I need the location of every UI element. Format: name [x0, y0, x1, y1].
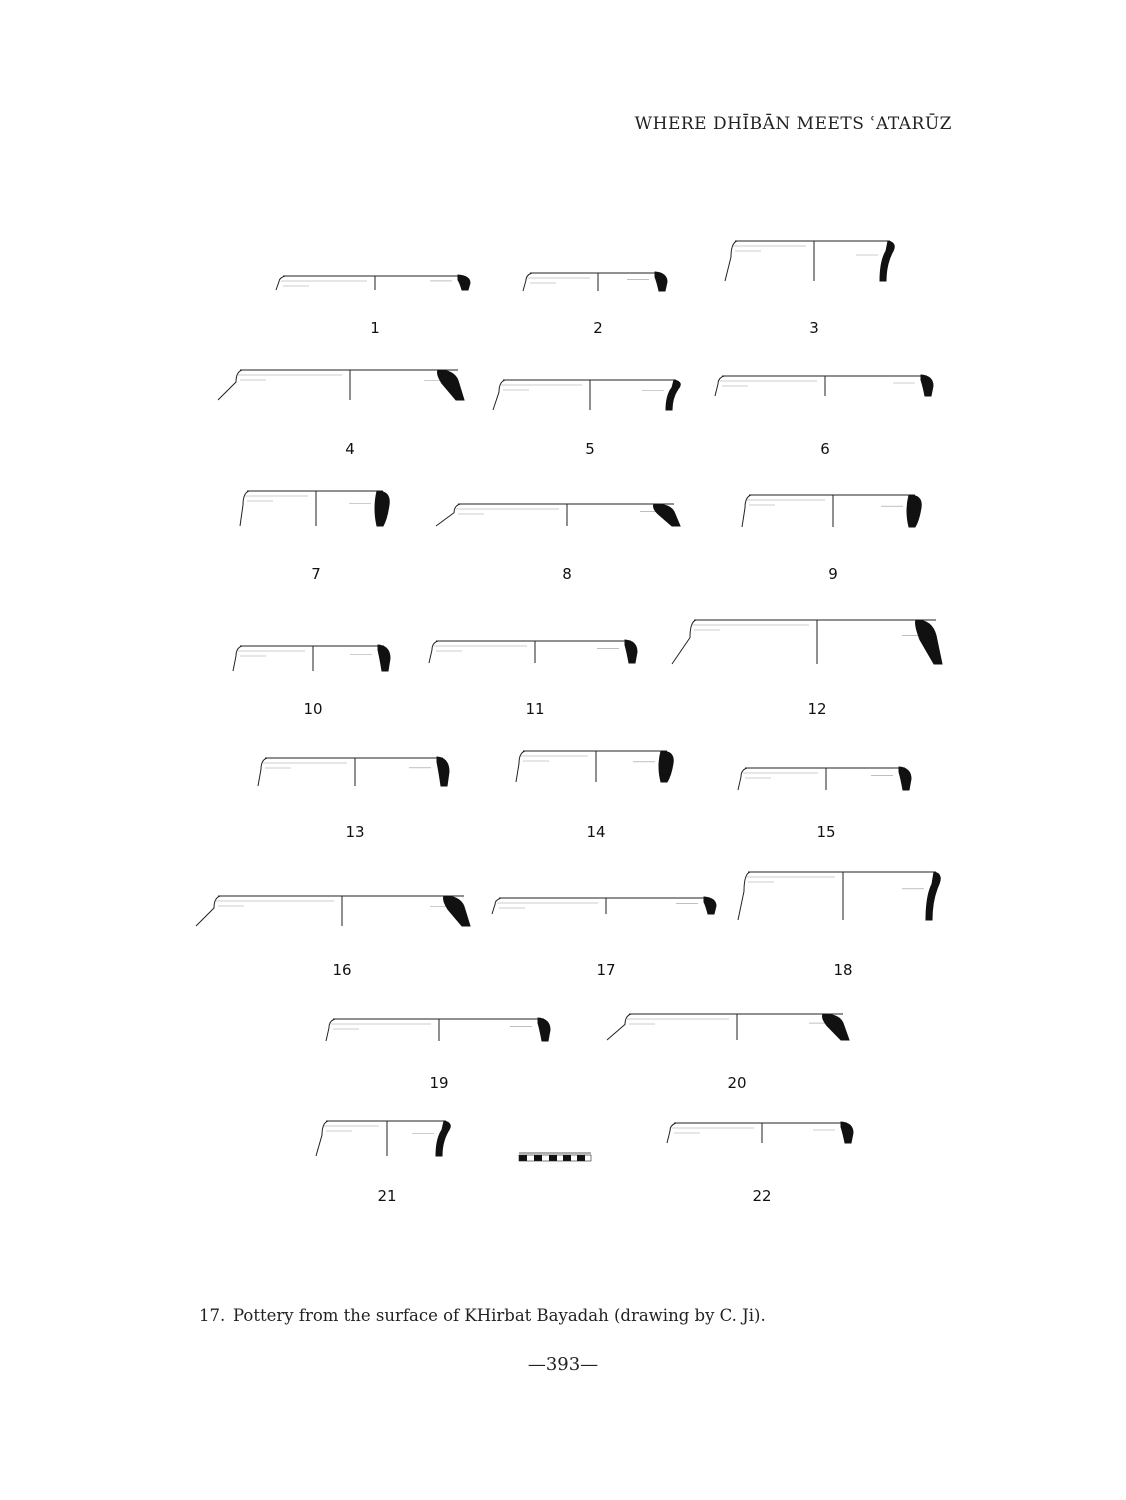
- figure-caption: [199, 1306, 959, 1325]
- sherd-drawing: [258, 757, 449, 786]
- sherd-number-label: 3: [809, 319, 819, 337]
- sherd-drawing: [742, 495, 921, 527]
- sherd-number-label: 19: [429, 1074, 449, 1092]
- sherd-number-label: 6: [820, 440, 830, 458]
- sherd-drawing: [672, 620, 942, 664]
- sherd-number-label: 4: [345, 440, 355, 458]
- sherd-number-label: 13: [345, 823, 365, 841]
- sherd-drawing: [233, 645, 390, 671]
- sherd-drawing: [667, 1122, 853, 1143]
- caption-text: Pottery from the surface of KHirbat Bayadah (drawing by C. Ji).: [233, 1306, 766, 1325]
- sherd-number-label: 2: [593, 319, 603, 337]
- scale-bar: [519, 1153, 591, 1161]
- sherd-number-label: 5: [585, 440, 595, 458]
- sherd-number-label: 14: [586, 823, 606, 841]
- sherd-number-label: 18: [833, 961, 853, 979]
- sherd-number-label: 9: [828, 565, 838, 583]
- sherd-drawing: [738, 767, 911, 790]
- sherd-drawing: [218, 370, 464, 400]
- sherd-number-label: 7: [311, 565, 321, 583]
- page-number: —393—: [527, 1354, 599, 1375]
- sherd-number-label: 17: [596, 961, 616, 979]
- sherd-drawing: [725, 241, 894, 281]
- sherd-drawing: [492, 897, 716, 914]
- sherd-drawing: [523, 272, 667, 291]
- sherd-drawing: [738, 872, 940, 920]
- sherd-number-label: 12: [807, 700, 827, 718]
- sherd-drawing: [493, 380, 680, 410]
- sherd-number-label: 1: [370, 319, 380, 337]
- sherd-drawing: [516, 751, 673, 782]
- sherd-number-label: 20: [727, 1074, 747, 1092]
- sherd-drawing: [436, 504, 680, 526]
- sherd-number-label: 15: [816, 823, 836, 841]
- sherd-drawing: [276, 275, 470, 290]
- sherd-number-label: 11: [525, 700, 545, 718]
- sherd-number-label: 22: [752, 1187, 772, 1205]
- sherd-drawing: [715, 375, 933, 396]
- sherd-drawing: [196, 896, 470, 926]
- running-head: WHERE DHĪBĀN MEETS ʿATARŪZ: [634, 114, 952, 134]
- sherd-drawing: [607, 1014, 849, 1040]
- sherd-drawing: [429, 640, 637, 663]
- sherd-drawing: [316, 1121, 450, 1156]
- sherd-drawing: [326, 1018, 550, 1041]
- sherd-number-label: 8: [562, 565, 572, 583]
- sherd-number-label: 21: [377, 1187, 397, 1205]
- sherd-number-label: 16: [332, 961, 352, 979]
- caption-number: 17.: [199, 1306, 226, 1325]
- sherd-drawing: [240, 491, 389, 526]
- sherd-number-label: 10: [303, 700, 323, 718]
